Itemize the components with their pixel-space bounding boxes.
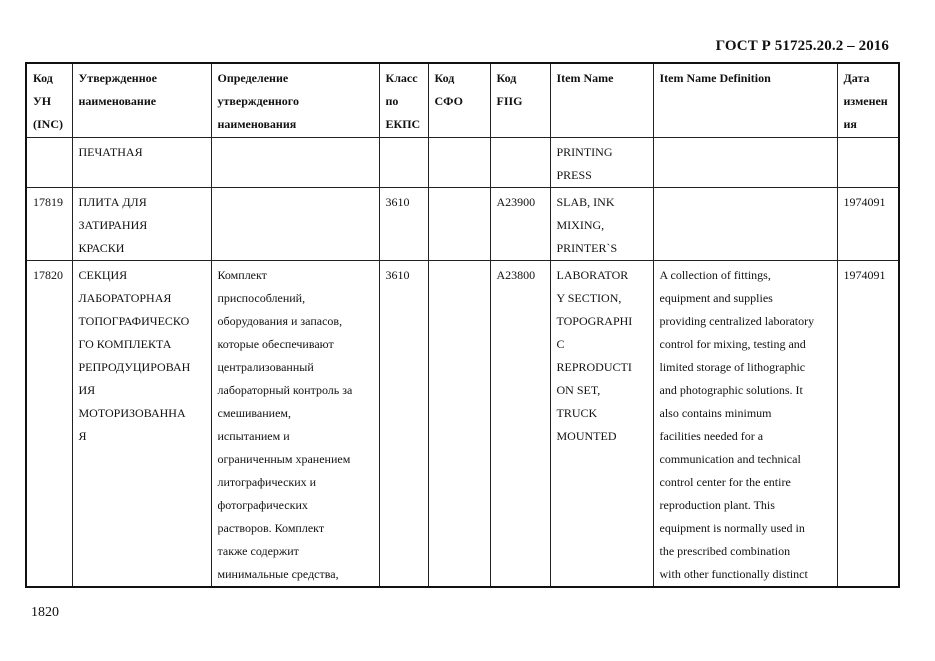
cell-definition — [211, 137, 379, 187]
header-approved-name: Утвержденное наименование — [72, 63, 211, 137]
cell-item-definition — [653, 187, 837, 260]
table-row — [26, 137, 899, 187]
cell-fiig-code — [490, 137, 550, 187]
cell-change-date: 1974091 — [837, 187, 899, 260]
page-number: 1820 — [31, 605, 59, 620]
header-item-name: Item Name — [550, 63, 653, 137]
cell-item-definition: A collection of fittings, equipment and supplies providing centralized laboratory control for mixing, testing and limited storage of lithographic and photographic solutions. It also contains minimum facilities needed for a communication and technical control center for the entire reproduction plant. This equipment is normally used in the prescribed combination with other functionally distinct — [653, 260, 837, 587]
cell-sfo-code — [428, 137, 490, 187]
header-change-date: Дата изменен ия — [837, 63, 899, 137]
cell-item-name: PRINTING PRESS — [550, 137, 653, 187]
header-fiig-code: Код FIIG — [490, 63, 550, 137]
cell-inc — [26, 137, 72, 187]
header-definition: Определение утвержденного наименования — [211, 63, 379, 137]
header-inc: Код УН (INC) — [26, 63, 72, 137]
table-row — [26, 260, 899, 587]
cell-change-date — [837, 137, 899, 187]
cell-definition — [211, 187, 379, 260]
header-sfo-code: Код СФО — [428, 63, 490, 137]
cell-item-name: SLAB, INK MIXING, PRINTER`S — [550, 187, 653, 260]
header-ekps-class: Класс по ЕКПС — [379, 63, 428, 137]
header-row — [26, 63, 899, 137]
cell-sfo-code — [428, 187, 490, 260]
document-title: ГОСТ Р 51725.20.2 – 2016 — [715, 38, 889, 54]
catalog-table — [25, 62, 900, 588]
cell-fiig-code: A23900 — [490, 187, 550, 260]
cell-approved-name: СЕКЦИЯ ЛАБОРАТОРНАЯ ТОПОГРАФИЧЕСКО ГО КОМПЛЕКТА РЕПРОДУЦИРОВАН ИЯ МОТОРИЗОВАННА Я — [72, 260, 211, 587]
cell-change-date: 1974091 — [837, 260, 899, 587]
cell-inc: 17819 — [26, 187, 72, 260]
cell-approved-name: ПЕЧАТНАЯ — [72, 137, 211, 187]
table-row — [26, 187, 899, 260]
cell-ekps-class: 3610 — [379, 260, 428, 587]
cell-ekps-class — [379, 137, 428, 187]
cell-sfo-code — [428, 260, 490, 587]
cell-fiig-code: A23800 — [490, 260, 550, 587]
header-item-definition: Item Name Definition — [653, 63, 837, 137]
cell-approved-name: ПЛИТА ДЛЯ ЗАТИРАНИЯ КРАСКИ — [72, 187, 211, 260]
cell-ekps-class: 3610 — [379, 187, 428, 260]
cell-definition: Комплект приспособлений, оборудования и запасов, которые обеспечивают централизованный лабораторный контроль за смешиванием, испытанием и ограниченным хранением литографических и фотографических растворов. Комплект также содержит минимальные средства, — [211, 260, 379, 587]
cell-item-definition — [653, 137, 837, 187]
cell-inc: 17820 — [26, 260, 72, 587]
cell-item-name: LABORATOR Y SECTION, TOPOGRAPHI C REPRODUCTI ON SET, TRUCK MOUNTED — [550, 260, 653, 587]
